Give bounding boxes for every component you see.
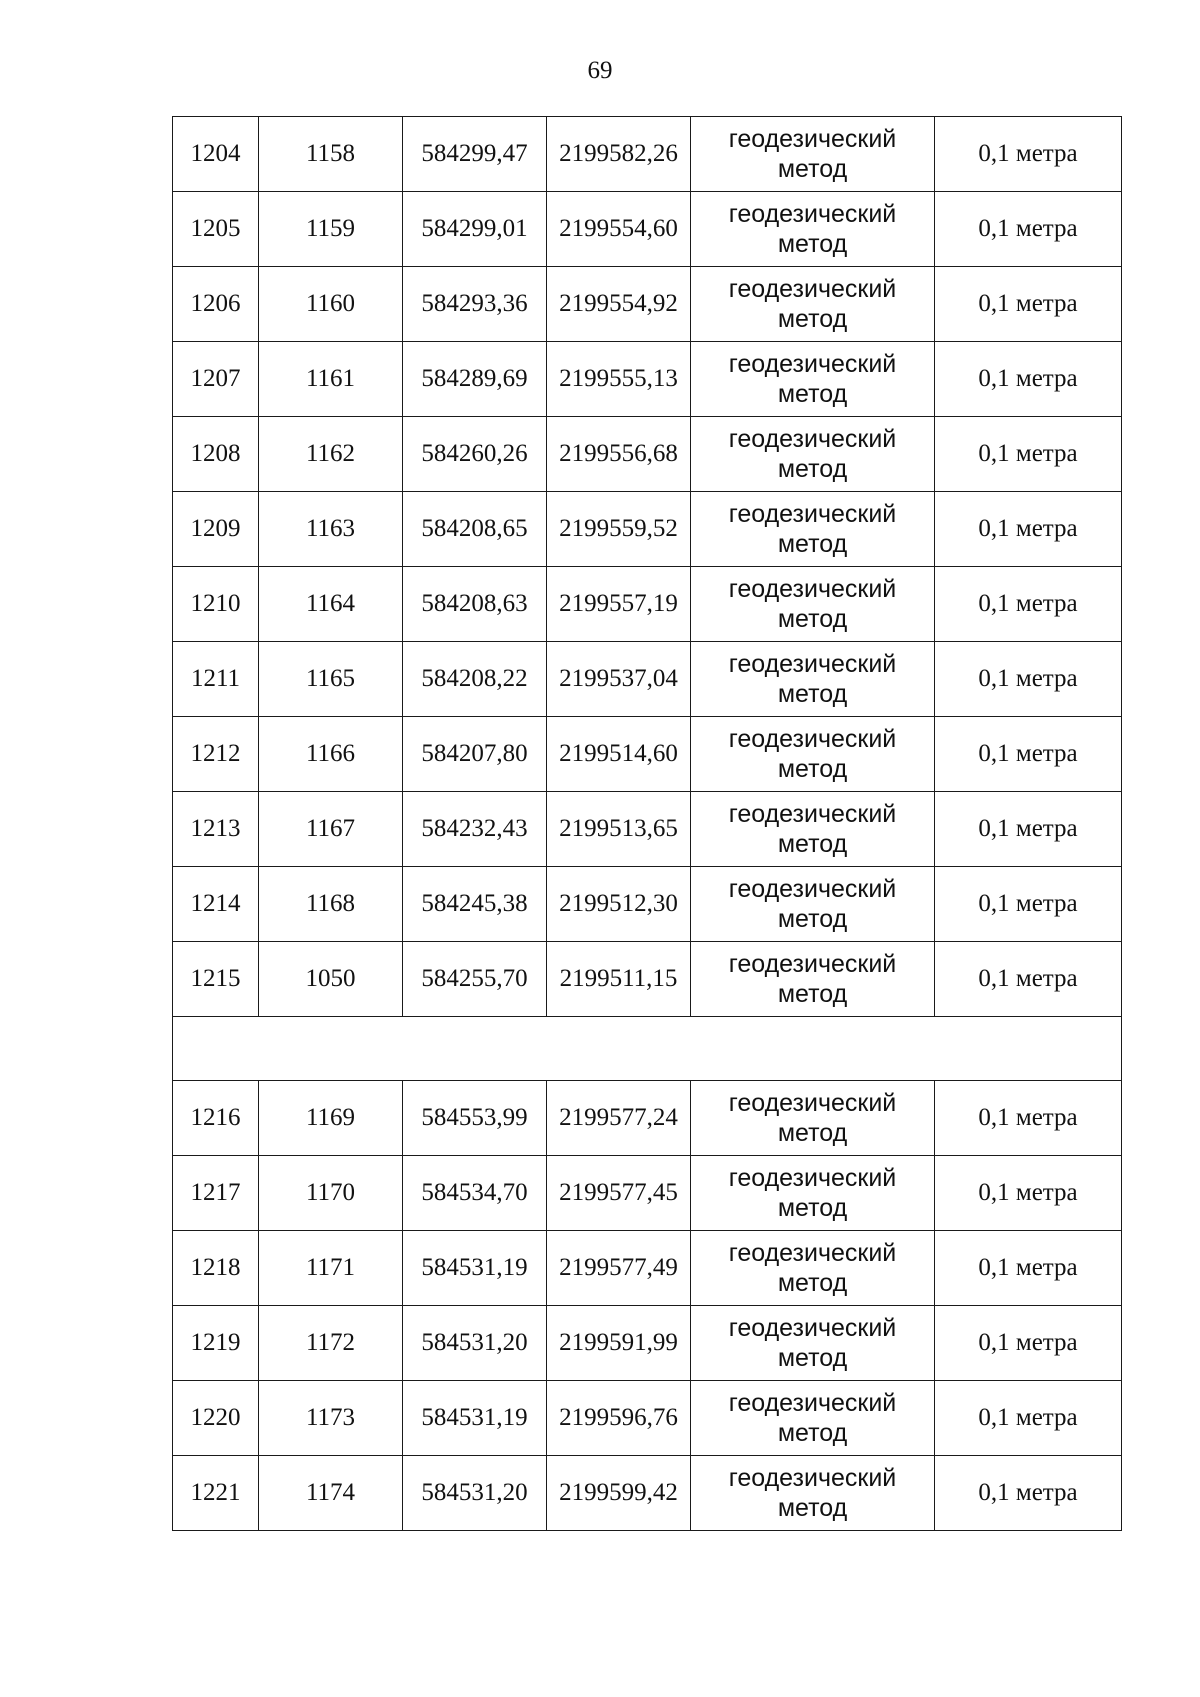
x-coordinate-cell: 584531,19 xyxy=(403,1231,547,1306)
x-coordinate-cell: 584208,65 xyxy=(403,492,547,567)
method-line-2: метод xyxy=(777,1494,848,1522)
reference-point-cell: 1158 xyxy=(259,117,403,192)
page-number: 69 xyxy=(587,57,613,84)
table-row xyxy=(173,1081,1122,1156)
y-coordinate-cell: 2199554,60 xyxy=(547,192,691,267)
y-coordinate-cell: 2199511,15 xyxy=(547,942,691,1017)
method-cell xyxy=(691,792,935,867)
method-cell xyxy=(691,642,935,717)
method-line-1: геодезический xyxy=(728,1389,897,1417)
method-line-2: метод xyxy=(777,155,848,183)
method-line-2: метод xyxy=(777,980,848,1008)
accuracy-cell: 0,1 метра xyxy=(935,1456,1122,1531)
y-coordinate-cell: 2199555,13 xyxy=(547,342,691,417)
table-row xyxy=(173,1381,1122,1456)
y-coordinate-cell: 2199591,99 xyxy=(547,1306,691,1381)
table-row xyxy=(173,117,1122,192)
method-line-1: геодезический xyxy=(728,1164,897,1192)
accuracy-cell: 0,1 метра xyxy=(935,192,1122,267)
x-coordinate-cell: 584553,99 xyxy=(403,1081,547,1156)
table-row xyxy=(173,1156,1122,1231)
reference-point-cell: 1159 xyxy=(259,192,403,267)
method-cell xyxy=(691,567,935,642)
point-number-cell: 1212 xyxy=(173,717,259,792)
x-coordinate-cell: 584208,63 xyxy=(403,567,547,642)
accuracy-cell: 0,1 метра xyxy=(935,117,1122,192)
group-separator-row xyxy=(173,1017,1122,1081)
table-row xyxy=(173,267,1122,342)
accuracy-cell: 0,1 метра xyxy=(935,792,1122,867)
method-line-1: геодезический xyxy=(728,350,897,378)
method-line-1: геодезический xyxy=(728,950,897,978)
reference-point-cell: 1163 xyxy=(259,492,403,567)
point-number-cell: 1214 xyxy=(173,867,259,942)
method-cell xyxy=(691,342,935,417)
method-line-2: метод xyxy=(777,380,848,408)
method-cell xyxy=(691,942,935,1017)
x-coordinate-cell: 584531,20 xyxy=(403,1306,547,1381)
reference-point-cell: 1173 xyxy=(259,1381,403,1456)
point-number-cell: 1213 xyxy=(173,792,259,867)
point-number-cell: 1217 xyxy=(173,1156,259,1231)
y-coordinate-cell: 2199556,68 xyxy=(547,417,691,492)
accuracy-cell: 0,1 метра xyxy=(935,1231,1122,1306)
reference-point-cell: 1162 xyxy=(259,417,403,492)
table-row xyxy=(173,942,1122,1017)
point-number-cell: 1204 xyxy=(173,117,259,192)
method-line-1: геодезический xyxy=(728,875,897,903)
point-number-cell: 1215 xyxy=(173,942,259,1017)
method-cell xyxy=(691,867,935,942)
x-coordinate-cell: 584232,43 xyxy=(403,792,547,867)
table-row xyxy=(173,567,1122,642)
x-coordinate-cell: 584245,38 xyxy=(403,867,547,942)
x-coordinate-cell: 584534,70 xyxy=(403,1156,547,1231)
x-coordinate-cell: 584293,36 xyxy=(403,267,547,342)
method-line-1: геодезический xyxy=(728,125,897,153)
x-coordinate-cell: 584299,47 xyxy=(403,117,547,192)
reference-point-cell: 1170 xyxy=(259,1156,403,1231)
method-line-1: геодезический xyxy=(728,1464,897,1492)
table-row xyxy=(173,1306,1122,1381)
method-cell xyxy=(691,117,935,192)
y-coordinate-cell: 2199577,49 xyxy=(547,1231,691,1306)
table-row xyxy=(173,417,1122,492)
x-coordinate-cell: 584289,69 xyxy=(403,342,547,417)
y-coordinate-cell: 2199514,60 xyxy=(547,717,691,792)
reference-point-cell: 1161 xyxy=(259,342,403,417)
reference-point-cell: 1166 xyxy=(259,717,403,792)
x-coordinate-cell: 584208,22 xyxy=(403,642,547,717)
table-row xyxy=(173,867,1122,942)
table-row xyxy=(173,342,1122,417)
accuracy-cell: 0,1 метра xyxy=(935,1381,1122,1456)
accuracy-cell: 0,1 метра xyxy=(935,867,1122,942)
method-line-1: геодезический xyxy=(728,575,897,603)
method-line-2: метод xyxy=(777,530,848,558)
y-coordinate-cell: 2199513,65 xyxy=(547,792,691,867)
y-coordinate-cell: 2199577,24 xyxy=(547,1081,691,1156)
y-coordinate-cell: 2199557,19 xyxy=(547,567,691,642)
coordinates-table-body xyxy=(173,117,1122,1531)
point-number-cell: 1205 xyxy=(173,192,259,267)
method-cell xyxy=(691,1306,935,1381)
method-cell xyxy=(691,417,935,492)
reference-point-cell: 1167 xyxy=(259,792,403,867)
method-line-2: метод xyxy=(777,1269,848,1297)
y-coordinate-cell: 2199512,30 xyxy=(547,867,691,942)
table-row xyxy=(173,792,1122,867)
y-coordinate-cell: 2199599,42 xyxy=(547,1456,691,1531)
reference-point-cell: 1172 xyxy=(259,1306,403,1381)
method-line-2: метод xyxy=(777,455,848,483)
accuracy-cell: 0,1 метра xyxy=(935,267,1122,342)
reference-point-cell: 1168 xyxy=(259,867,403,942)
method-line-1: геодезический xyxy=(728,800,897,828)
method-cell xyxy=(691,267,935,342)
point-number-cell: 1206 xyxy=(173,267,259,342)
point-number-cell: 1219 xyxy=(173,1306,259,1381)
method-line-1: геодезический xyxy=(728,1089,897,1117)
reference-point-cell: 1164 xyxy=(259,567,403,642)
point-number-cell: 1209 xyxy=(173,492,259,567)
method-cell xyxy=(691,1156,935,1231)
method-line-1: геодезический xyxy=(728,1314,897,1342)
method-line-2: метод xyxy=(777,605,848,633)
method-cell xyxy=(691,1231,935,1306)
method-line-1: геодезический xyxy=(728,500,897,528)
method-cell xyxy=(691,1081,935,1156)
x-coordinate-cell: 584207,80 xyxy=(403,717,547,792)
accuracy-cell: 0,1 метра xyxy=(935,567,1122,642)
y-coordinate-cell: 2199537,04 xyxy=(547,642,691,717)
method-line-1: геодезический xyxy=(728,1239,897,1267)
table-row xyxy=(173,1456,1122,1531)
reference-point-cell: 1165 xyxy=(259,642,403,717)
y-coordinate-cell: 2199582,26 xyxy=(547,117,691,192)
y-coordinate-cell: 2199596,76 xyxy=(547,1381,691,1456)
reference-point-cell: 1050 xyxy=(259,942,403,1017)
point-number-cell: 1218 xyxy=(173,1231,259,1306)
point-number-cell: 1216 xyxy=(173,1081,259,1156)
point-number-cell: 1221 xyxy=(173,1456,259,1531)
y-coordinate-cell: 2199554,92 xyxy=(547,267,691,342)
accuracy-cell: 0,1 метра xyxy=(935,492,1122,567)
x-coordinate-cell: 584260,26 xyxy=(403,417,547,492)
method-line-2: метод xyxy=(777,680,848,708)
accuracy-cell: 0,1 метра xyxy=(935,342,1122,417)
reference-point-cell: 1160 xyxy=(259,267,403,342)
point-number-cell: 1210 xyxy=(173,567,259,642)
reference-point-cell: 1169 xyxy=(259,1081,403,1156)
method-cell xyxy=(691,1381,935,1456)
accuracy-cell: 0,1 метра xyxy=(935,417,1122,492)
method-line-2: метод xyxy=(777,230,848,258)
method-cell xyxy=(691,192,935,267)
method-line-1: геодезический xyxy=(728,200,897,228)
point-number-cell: 1211 xyxy=(173,642,259,717)
method-line-1: геодезический xyxy=(728,725,897,753)
coordinates-table xyxy=(172,116,1122,1531)
method-line-2: метод xyxy=(777,1119,848,1147)
accuracy-cell: 0,1 метра xyxy=(935,642,1122,717)
x-coordinate-cell: 584299,01 xyxy=(403,192,547,267)
point-number-cell: 1220 xyxy=(173,1381,259,1456)
method-line-1: геодезический xyxy=(728,425,897,453)
table-row xyxy=(173,192,1122,267)
method-line-2: метод xyxy=(777,1419,848,1447)
x-coordinate-cell: 584255,70 xyxy=(403,942,547,1017)
accuracy-cell: 0,1 метра xyxy=(935,717,1122,792)
reference-point-cell: 1174 xyxy=(259,1456,403,1531)
method-line-2: метод xyxy=(777,1194,848,1222)
point-number-cell: 1208 xyxy=(173,417,259,492)
method-line-2: метод xyxy=(777,830,848,858)
point-number-cell: 1207 xyxy=(173,342,259,417)
method-line-1: геодезический xyxy=(728,650,897,678)
method-cell xyxy=(691,492,935,567)
method-cell xyxy=(691,1456,935,1531)
accuracy-cell: 0,1 метра xyxy=(935,1081,1122,1156)
accuracy-cell: 0,1 метра xyxy=(935,1306,1122,1381)
table-row xyxy=(173,642,1122,717)
group-separator-cell xyxy=(173,1017,1122,1081)
method-line-2: метод xyxy=(777,1344,848,1372)
y-coordinate-cell: 2199559,52 xyxy=(547,492,691,567)
method-line-1: геодезический xyxy=(728,275,897,303)
reference-point-cell: 1171 xyxy=(259,1231,403,1306)
accuracy-cell: 0,1 метра xyxy=(935,942,1122,1017)
method-line-2: метод xyxy=(777,905,848,933)
method-line-2: метод xyxy=(777,305,848,333)
table-row xyxy=(173,492,1122,567)
x-coordinate-cell: 584531,20 xyxy=(403,1456,547,1531)
accuracy-cell: 0,1 метра xyxy=(935,1156,1122,1231)
table-row xyxy=(173,717,1122,792)
table-row xyxy=(173,1231,1122,1306)
y-coordinate-cell: 2199577,45 xyxy=(547,1156,691,1231)
x-coordinate-cell: 584531,19 xyxy=(403,1381,547,1456)
method-cell xyxy=(691,717,935,792)
method-line-2: метод xyxy=(777,755,848,783)
